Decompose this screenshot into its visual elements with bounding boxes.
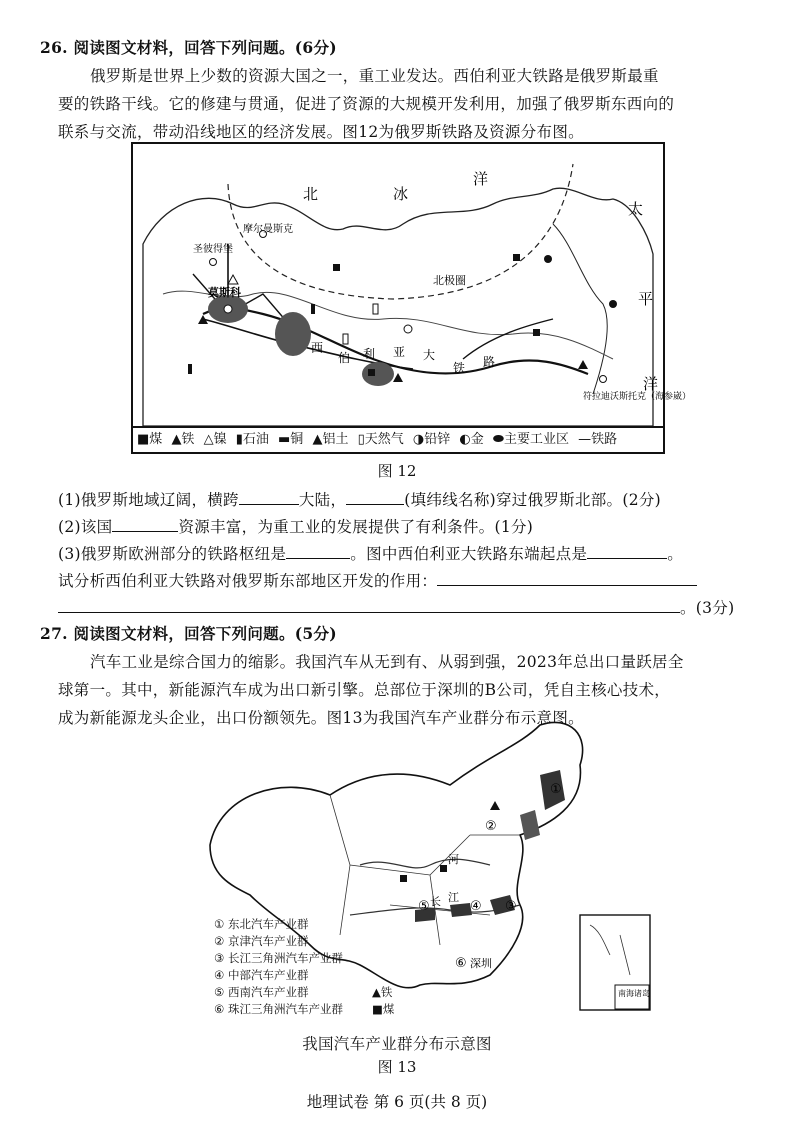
railway-label-5: 大 (423, 348, 436, 362)
russia-map-drawing (133, 144, 692, 426)
answer-blank-hub[interactable] (286, 540, 350, 559)
marker-5: ⑤ (418, 899, 430, 914)
marker-4: ④ (470, 899, 482, 914)
moscow-label: 莫斯科 (208, 286, 241, 299)
legend-lead-zinc: ◑铅锌 (412, 432, 451, 447)
railway-label-3: 利 (363, 347, 376, 361)
answer-blank-continent[interactable] (239, 486, 299, 505)
city-moscow-dot (224, 305, 232, 313)
coal-symbol (333, 264, 340, 271)
q26-question3-analysis-end: 。(3分) (58, 594, 734, 622)
russia-map-legend (133, 426, 663, 452)
q27-heading: 27. 阅读图文材料，回答下列问题。(5分) (40, 624, 337, 643)
figure13-title: 我国汽车产业群分布示意图 (302, 1035, 492, 1053)
legend-copper: ▬铜 (278, 432, 304, 447)
answer-blank-resource[interactable] (112, 513, 178, 532)
lead-zinc-symbol (404, 325, 412, 333)
legend-cluster-6: ⑥ 珠江三角洲汽车产业群 (214, 1002, 343, 1016)
railway-label-7: 路 (483, 355, 496, 369)
legend-iron: ▲铁 (171, 432, 195, 447)
cluster-central-shape (450, 903, 472, 917)
yangtze-label-2: 江 (448, 891, 459, 904)
gas-symbol (373, 304, 378, 314)
yangtze-label-1: 长 (430, 895, 441, 908)
stpetersburg-label: 圣彼得堡 (193, 244, 233, 255)
ocean-label-3: 洋 (473, 170, 489, 188)
china-map-legend (214, 916, 343, 1018)
answer-blank-east-terminus[interactable] (587, 540, 667, 559)
legend-railway: —铁路 (578, 432, 618, 447)
coal-symbol (440, 865, 447, 872)
q27-paragraph-line3: 成为新能源龙头企业，出口份额领先。图13为我国汽车产业群分布示意图。 (58, 709, 584, 727)
nickel-symbol (228, 275, 238, 284)
industrial-zone-urals (275, 312, 311, 356)
gas-symbol (343, 334, 348, 344)
q26-question1: (1)俄罗斯地域辽阔，横跨 大陆， (填纬线名称)穿过俄罗斯北部。(2分) (58, 486, 661, 514)
railway-label-6: 铁 (453, 361, 466, 375)
railway-label-2: 伯 (338, 351, 351, 365)
legend-iron: ▲铁 (372, 985, 393, 999)
legend-cluster-3: ③ 长江三角洲汽车产业群 (214, 951, 343, 965)
railway-label-4: 亚 (393, 345, 406, 359)
legend-cluster-2: ② 京津汽车产业群 (214, 934, 309, 948)
arctic-circle-label: 北极圈 (433, 274, 466, 287)
marker-3: ③ (505, 899, 517, 914)
q27-paragraph-line2: 球第一。其中，新能源汽车成为出口新引擎。总部位于深圳的B公司，凭自主核心技术， (58, 681, 671, 699)
page-footer: 地理试卷 第 6 页(共 8 页) (306, 1093, 488, 1111)
china-map-symbol-legend (372, 984, 394, 1018)
q26-paragraph-line3: 联系与交流，带动沿线地区的经济发展。图12为俄罗斯铁路及资源分布图。 (58, 123, 584, 141)
oil-symbol (311, 304, 315, 314)
legend-oil: ▮石油 (235, 432, 269, 447)
railway-label-1: 西 (311, 341, 324, 355)
legend-gold: ◐金 (459, 432, 484, 447)
legend-cluster-1: ① 东北汽车产业群 (214, 917, 309, 931)
railway-bam (463, 319, 553, 359)
gold-symbol (544, 255, 552, 263)
coal-symbol (400, 875, 407, 882)
ocean-label-1: 北 (303, 185, 319, 203)
answer-blank-latitude[interactable] (346, 486, 404, 505)
q26-question2: (2)该国 资源丰富，为重工业的发展提供了有利条件。(1分) (58, 513, 533, 541)
marker-6: ⑥ (455, 956, 467, 971)
yellow-river-label: 河 (448, 853, 459, 866)
russia-map (131, 142, 692, 454)
coal-symbol (368, 369, 375, 376)
figure12-caption: 图 12 (377, 462, 417, 480)
marker-2: ② (485, 819, 497, 834)
legend-gas: ▯天然气 (357, 432, 404, 447)
q27-paragraph-line1: 汽车工业是综合国力的缩影。我国汽车从无到有、从弱到强，2023年总出口量跃居全 (90, 653, 684, 671)
gold-symbol (609, 300, 617, 308)
city-vladivostok-dot (600, 376, 607, 383)
ocean-label-6: 洋 (643, 375, 659, 393)
murmansk-label: 摩尔曼斯克 (243, 224, 293, 235)
iron-symbol (578, 360, 588, 369)
q26-question3: (3)俄罗斯欧洲部分的铁路枢纽是 。图中西伯利亚大铁路东端起点是 。 (58, 540, 683, 568)
legend-cluster-5: ⑤ 西南汽车产业群 (214, 985, 309, 999)
q26-paragraph-line2: 要的铁路干线。它的修建与贯通，促进了资源的大规模开发利用，加强了俄罗斯东西向的 (58, 95, 675, 113)
ocean-label-5: 平 (638, 290, 654, 308)
legend-bauxite: ▲铝土 (312, 432, 349, 447)
industrial-zone-kuznetsk (362, 362, 394, 386)
coal-symbol (513, 254, 520, 261)
figure13-caption: 图 13 (377, 1058, 417, 1076)
ocean-label-4: 太 (628, 200, 644, 218)
legend-industrial-zone: ⬬主要工业区 (492, 432, 569, 447)
answer-blank-analysis-1[interactable] (437, 567, 697, 586)
oil-symbol (188, 364, 192, 374)
legend-nickel: △镍 (203, 432, 227, 447)
legend-coal: ■煤 (372, 1002, 395, 1016)
legend-cluster-4: ④ 中部汽车产业群 (214, 968, 309, 982)
city-stpetersburg-dot (210, 259, 217, 266)
shenzhen-label: 深圳 (470, 957, 492, 970)
marker-1: ① (550, 782, 562, 797)
legend-coal: ■煤 (137, 432, 163, 447)
ocean-label-2: 冰 (393, 185, 409, 203)
q26-question3-analysis: 试分析西伯利亚大铁路对俄罗斯东部地区开发的作用： (58, 567, 697, 595)
coal-symbol (533, 329, 540, 336)
vladivostok-label: 符拉迪沃斯托克（海参崴） (583, 392, 692, 402)
iron-symbol (393, 373, 403, 382)
q26-heading: 26. 阅读图文材料，回答下列问题。(6分) (40, 38, 337, 57)
q26-paragraph-line1: 俄罗斯是世界上少数的资源大国之一，重工业发达。西伯利亚大铁路是俄罗斯最重 (90, 67, 659, 85)
nanhai-label: 南海诸岛 (618, 989, 650, 998)
answer-blank-analysis-2[interactable] (58, 594, 680, 613)
